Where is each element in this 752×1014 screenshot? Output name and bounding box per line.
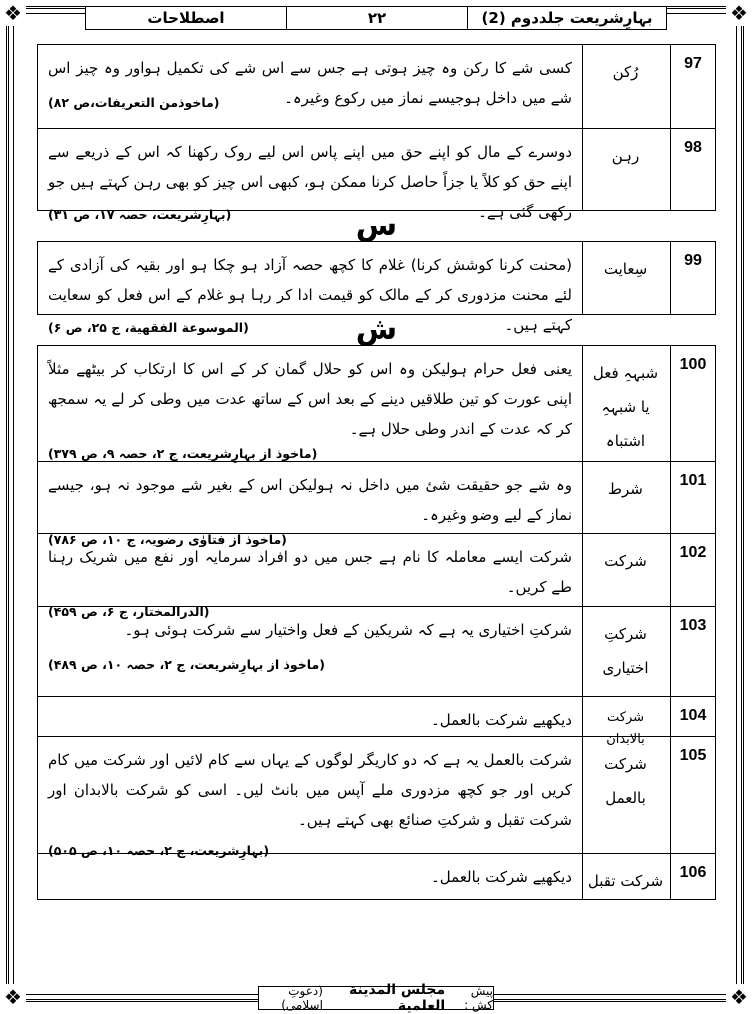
entry-term: رہن [582,129,670,210]
table-row [37,737,716,858]
section-letter: ش [355,312,398,347]
table-row [37,534,716,619]
entry-number: 97 [670,45,715,128]
entry-definition [38,697,582,736]
source-citation: (ماخوذ از بہارِشریعت، ج ۲، حصہ ۹، ص ۳۷۹) [48,446,318,461]
entry-number: 100 [670,346,715,461]
table-row [37,241,716,335]
book-title: بہارِشریعت جلددوم (2) [467,7,666,29]
entry-term: شرکت بالعمل [582,737,670,853]
entry-number: 102 [670,534,715,606]
entry-number: 106 [670,854,715,899]
source-citation: (الدرالمختار، ج ۶، ص ۴۵۹) [48,604,210,619]
entry-term: شبہہِ فعل یا شبہہِ اشتباہ [582,346,670,461]
entry-number: 101 [670,462,715,533]
definition-text: شرکتِ اختیاری یہ ہے کہ شریکین کے فعل واختیار سے شرکت ہوئی ہو۔ [124,621,572,639]
publisher-name: مجلس المدينة العلمية [349,982,446,1014]
definition-text: دیکھیے شرکت بالعمل۔ [431,868,572,886]
entry-number: 103 [670,607,715,696]
table-row [37,854,716,900]
entry-definition [38,242,582,335]
definition-text: دیکھیے شرکت بالعمل۔ [431,711,572,729]
entry-definition [38,45,582,128]
table-row [37,345,716,462]
table-row [37,129,716,222]
definition-text: دوسرے کے مال کو اپنے حق میں اپنے پاس اس لیے روک رکھنا کہ اس کے ذریعے سے اپنے حق کو کلاً یا جزاً حاصل کرنا ممکن ہو، کبھی اس چیز کو بھی رہن کہتے ہیں جو رکھی گئی ہے۔ [48,143,572,221]
entry-definition [38,534,582,619]
source-citation: (ماخوذمن التعریفات،ص ۸۲) [48,95,220,110]
table-row [37,697,716,747]
footer-prefix: پیش کش : [464,984,493,1012]
entry-definition [38,462,582,547]
definition-text: شرکت بالعمل یہ ہے کہ دو کاریگر لوگوں کے یہاں سے کام لائیں اور شرکت میں کام کریں اور جو کچھ مزدوری ملے آپس میں بانٹ لیں۔ اسی کو شرکت بالابدان اور شرکت تقبل و شرکتِ صنائع بھی کہتے ہیں۔ [48,751,572,829]
entry-term: شرکت تقبل [582,854,670,899]
ornament-icon: ❖ [726,984,752,1010]
definition-text: یعنی فعل حرام ہولیکن وہ اس کو حلال گمان کر کے اس کا ارتکاب کر بیٹھے مثلاً اپنی عورت کو تین طلاقیں دینے کے بعد اس کے ساتھ عدت میں وطی کر لے یہ سمجھ کر کہ عدت کے اندر وطی حلال ہے۔ [48,360,572,438]
entry-number: 99 [670,242,715,314]
page-number: ۲۲ [286,7,467,29]
ornament-icon: ❖ [0,0,26,26]
section-letter: س [355,208,398,243]
source-citation: (الموسوعة الفقهية، ج ۲۵، ص ۶) [48,320,249,335]
entry-definition [38,607,582,696]
source-citation: (ماخوذ از بہارِشریعت، ج ۲، حصہ ۱۰، ص ۴۸۹) [48,657,325,672]
table-row [37,44,716,129]
entry-number: 104 [670,697,715,736]
entry-term: سِعایت [582,242,670,314]
definition-text: شرکت ایسے معاملہ کا نام ہے جس میں دو افراد سرمایہ اور نفع میں شریک رہنا طے کریں۔ [48,548,572,596]
table-row [37,462,716,547]
ornament-icon: ❖ [0,984,26,1010]
page-footer [258,982,494,1014]
entry-term: شرکت [582,534,670,606]
definition-text: کسی شے کا رکن وہ چیز ہوتی ہے جس سے اس شے کی تکمیل ہواور وہ چیز اس شے میں داخل ہوجیسے نماز میں رکوع وغیرہ۔ [48,59,572,107]
footer-suffix: (دعوتِ اسلامی) [281,984,323,1012]
entry-term: شرکت بالابدان [582,697,670,736]
entry-definition [38,854,582,899]
table-row [37,607,716,697]
definition-text: وہ شے جو حقیقت شیٔ میں داخل نہ ہولیکن اس کے بغیر شے موجود نہ ہو، جیسے نماز کے لیے وضو وغیرہ۔ [48,476,572,524]
entry-definition [38,129,582,222]
page-header [85,6,667,30]
definition-text: (محنت کرنا کوشش کرنا) غلام کا کچھ حصہ آزاد ہو چکا ہو اور بقیہ کی آزادی کے لئے محنت مزدوری کر کے مالک کو قیمت ادا کر رہا ہو غلام کے اس فعل کو سعایت کہتے ہیں۔ [48,256,572,334]
glossary-table [37,44,716,900]
entry-term: شرط [582,462,670,533]
entry-definition [38,346,582,461]
ornament-icon: ❖ [726,0,752,26]
entry-term: رُکن [582,45,670,128]
section-title: اصطلاحات [147,9,225,27]
source-citation: (ماخوذ از فتاوٰی رضویہ، ج ۱۰، ص ۷۸۶) [48,532,287,547]
source-citation: (بہارِشریعت، حصہ ۱۷، ص ۳۱) [48,207,232,222]
entry-number: 105 [670,737,715,853]
source-citation: (بہارِشریعت، ج ۲، حصہ ۱۰، ص ۵۰۵) [48,843,270,858]
entry-number: 98 [670,129,715,210]
entry-definition [38,737,582,858]
entry-term: شرکتِ اختیاری [582,607,670,696]
